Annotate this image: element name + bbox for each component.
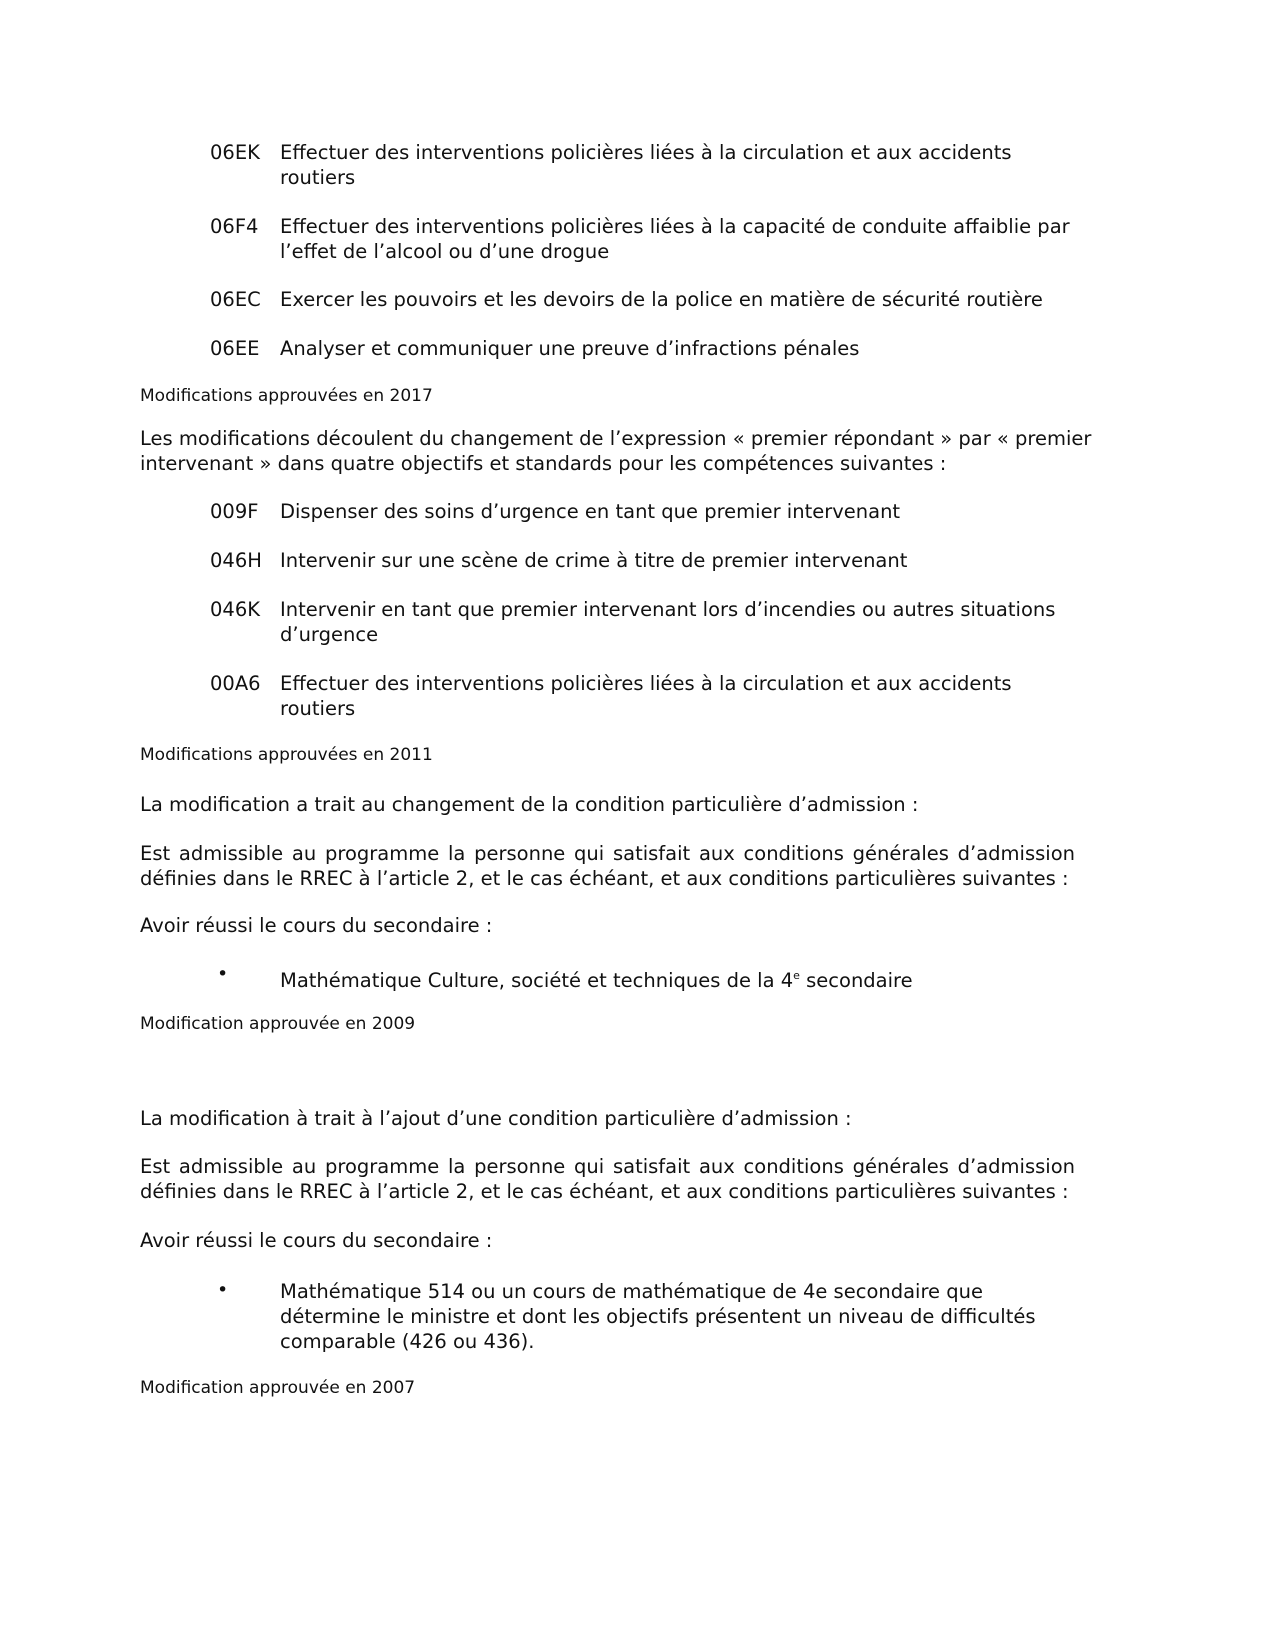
item-046K [210, 597, 1075, 647]
bullet-text: détermine le ministre et dont les objectifs présentent un niveau de difficultés [280, 1305, 1036, 1328]
competency-text: Effectuer des interventions policières liées à la circulation et aux accidents [280, 141, 1012, 164]
intro-2009: La modification a trait au changement de la condition particulière d’admission : [140, 793, 919, 816]
intro-2007: La modification à trait à l’ajout d’une condition particulière d’admission : [140, 1107, 852, 1130]
avoir-2007: Avoir réussi le cours du secondaire : [140, 1229, 493, 1252]
bullet-item-2009 [210, 963, 1075, 993]
paragraph-line: Est admissible au programme la personne qui satisfait aux conditions générales d’admission [140, 842, 1075, 865]
paragraph-line: intervenant » dans quatre objectifs et standards pour les compétences suivantes : [140, 452, 947, 475]
item-06EK [210, 140, 1075, 190]
paragraph-line: définies dans le RREC à l’article 2, et le cas échéant, et aux conditions particulières suivantes : [140, 1180, 1069, 1203]
competency-text: l’effet de l’alcool ou d’une drogue [280, 240, 610, 263]
item-06EC [210, 287, 1075, 312]
note-2011: Modifications approuvées en 2011 [140, 745, 433, 765]
paragraph-line: définies dans le RREC à l’article 2, et le cas échéant, et aux conditions particulières suivantes : [140, 867, 1069, 890]
competency-code: 06EK [210, 141, 260, 164]
superscript: e [793, 969, 800, 982]
bullet-icon: • [217, 1279, 229, 1301]
competency-code: 046H [210, 549, 262, 572]
paragraph-2017 [140, 426, 1092, 476]
competency-code: 06EC [210, 288, 261, 311]
note-2009: Modification approuvée en 2009 [140, 1014, 416, 1034]
bullet-text: Mathématique 514 ou un cours de mathématique de 4e secondaire que [280, 1280, 983, 1303]
avoir-2009: Avoir réussi le cours du secondaire : [140, 914, 493, 937]
admissible-2009 [140, 841, 1075, 891]
paragraph-line: Est admissible au programme la personne qui satisfait aux conditions générales d’admission [140, 1155, 1075, 1178]
competency-text: Effectuer des interventions policières liées à la circulation et aux accidents [280, 672, 1012, 695]
bullet-text: comparable (426 ou 436). [280, 1330, 535, 1353]
competency-code: 00A6 [210, 672, 261, 695]
item-06F4 [210, 214, 1075, 264]
competency-text: d’urgence [280, 623, 379, 646]
item-00A6 [210, 671, 1075, 721]
competency-code: 06EE [210, 337, 260, 360]
competency-text: Analyser et communiquer une preuve d’infractions pénales [280, 337, 860, 360]
bullet-item-2007 [210, 1279, 1075, 1354]
note-2007: Modification approuvée en 2007 [140, 1378, 416, 1398]
admissible-2007 [140, 1154, 1075, 1204]
competency-text: Exercer les pouvoirs et les devoirs de la police en matière de sécurité routière [280, 288, 1043, 311]
competency-text: routiers [280, 166, 356, 189]
bullet-icon: • [217, 963, 229, 985]
note-2017: Modifications approuvées en 2017 [140, 386, 433, 406]
paragraph-line: Les modifications découlent du changement de l’expression « premier répondant » par « premier [140, 427, 1092, 450]
competency-code: 046K [210, 598, 261, 621]
item-046H [210, 548, 1075, 573]
item-06EE [210, 336, 1075, 361]
competency-text: routiers [280, 697, 356, 720]
item-009F [210, 499, 1075, 524]
bullet-text: Mathématique Culture, société et techniques de la 4 [280, 969, 794, 992]
competency-code: 06F4 [210, 215, 259, 238]
competency-text: Intervenir en tant que premier intervenant lors d’incendies ou autres situations [280, 598, 1056, 621]
bullet-text: secondaire [799, 969, 913, 992]
competency-text: Intervenir sur une scène de crime à titre de premier intervenant [280, 549, 908, 572]
competency-code: 009F [210, 500, 259, 523]
competency-text: Effectuer des interventions policières liées à la capacité de conduite affaiblie par [280, 215, 1070, 238]
competency-text: Dispenser des soins d’urgence en tant que premier intervenant [280, 500, 901, 523]
